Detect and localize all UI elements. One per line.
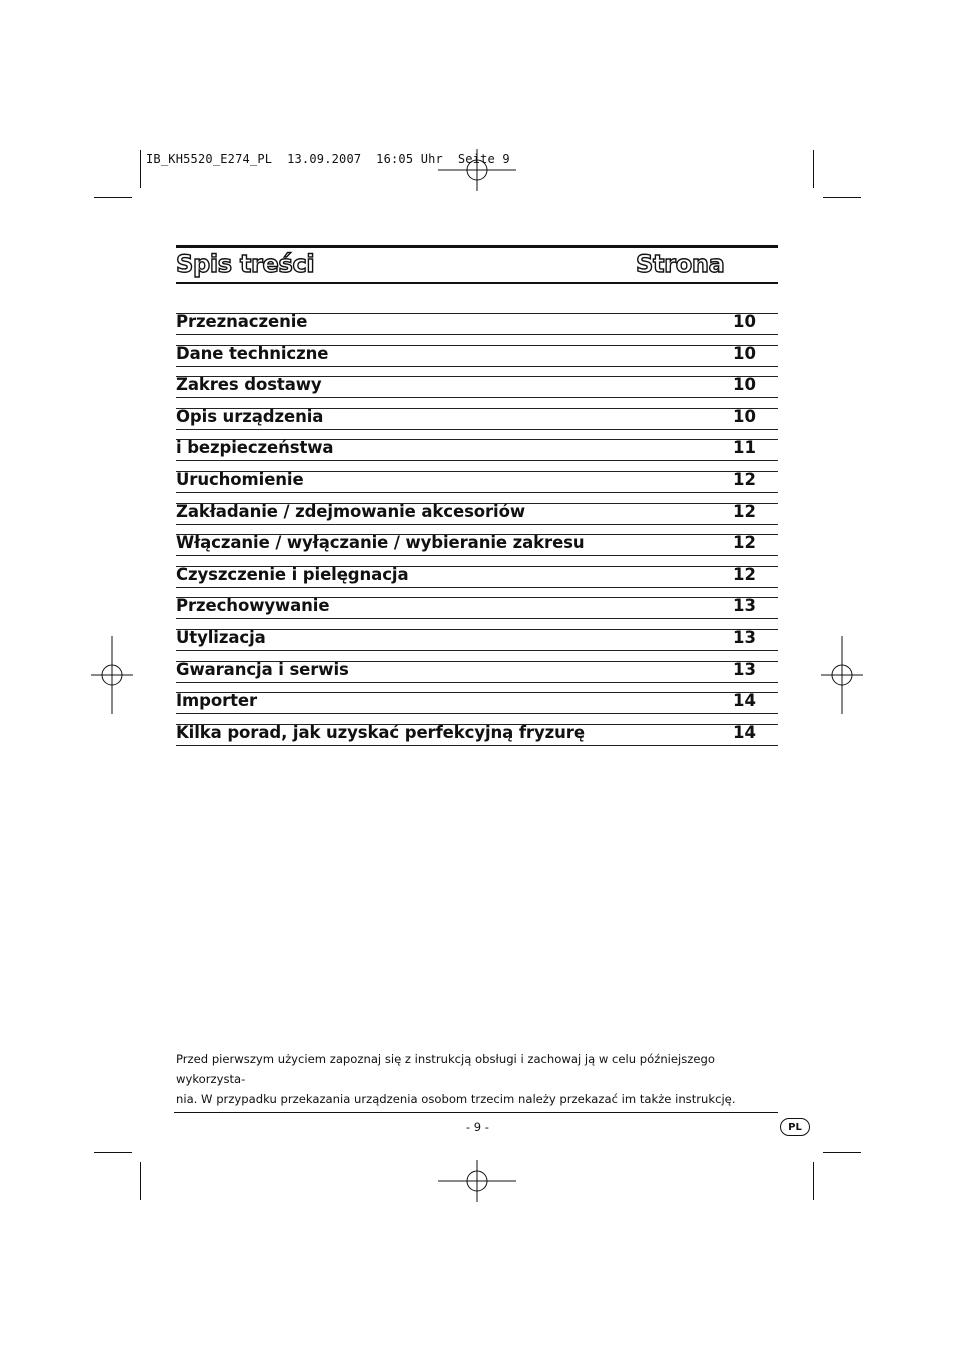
crop-mark-bottom-right-v	[813, 1162, 814, 1200]
toc-entry-label: Czyszczenie i pielęgnacja	[176, 564, 409, 584]
crop-mark-top-left-v	[140, 150, 141, 188]
toc-entry-label: Przeznaczenie	[176, 312, 308, 331]
toc-entry-label: Włączanie / wyłączanie / wybieranie zakresu	[176, 533, 585, 553]
toc-entry-label: Uruchomienie	[176, 470, 304, 489]
toc-entry	[176, 724, 778, 746]
toc-entry	[176, 661, 778, 683]
crop-mark-bottom-right-h	[823, 1152, 861, 1153]
crop-mark-top-left-h	[94, 197, 132, 198]
registration-mark-bottom	[438, 1142, 516, 1220]
registration-mark-top	[438, 131, 516, 209]
toc-entry	[176, 313, 778, 335]
toc-header	[176, 245, 778, 284]
print-slug: IB_KH5520_E274_PL 13.09.2007 16:05 Uhr Seite 9	[146, 152, 510, 166]
toc-entry	[176, 597, 778, 619]
toc-entry-page: 10	[733, 375, 756, 395]
toc-entry	[176, 534, 778, 556]
toc-entry-page: 14	[733, 691, 756, 711]
usage-note	[176, 1049, 778, 1109]
crop-mark-top-right-v	[813, 150, 814, 188]
toc-entry-page: 10	[733, 343, 756, 363]
toc-entry-label: i bezpieczeństwa	[176, 438, 334, 458]
toc-entry	[176, 376, 778, 398]
page-number: - 9 -	[466, 1120, 489, 1134]
toc-entry-page: 13	[733, 596, 756, 616]
toc-entry-label: Zakładanie / zdejmowanie akcesoriów	[176, 501, 525, 521]
toc-entry-page: 12	[733, 501, 756, 521]
language-badge: PL	[780, 1118, 810, 1136]
toc-page-header: Strona	[636, 250, 725, 278]
toc-entry-label: Gwarancja i serwis	[176, 659, 349, 679]
toc-entry	[176, 566, 778, 588]
toc-entry-page: 12	[733, 533, 756, 553]
toc-entry	[176, 692, 778, 714]
toc-entry-label: Utylizacja	[176, 628, 266, 647]
crop-mark-bottom-left-h	[94, 1152, 132, 1153]
usage-note-line-2: nia. W przypadku przekazania urządzenia osobom trzecim należy przekazać im także instrukcję.	[176, 1092, 736, 1106]
footer-rule	[174, 1112, 778, 1113]
toc-entry	[176, 439, 778, 461]
toc-entry-page: 12	[733, 470, 756, 489]
toc-entry-page: 13	[733, 659, 756, 679]
toc-entry	[176, 503, 778, 525]
toc-entry-page: 14	[733, 722, 756, 742]
toc-entry-label: Opis urządzenia	[176, 406, 324, 426]
registration-mark-right	[803, 636, 881, 714]
toc-entry	[176, 408, 778, 430]
registration-mark-left	[73, 636, 151, 714]
toc-entry	[176, 471, 778, 493]
toc-entry-label: Kilka porad, jak uzyskać perfekcyjną fryzurę	[176, 722, 585, 742]
usage-note-line-1: Przed pierwszym użyciem zapoznaj się z instrukcją obsługi i zachowaj ją w celu późniejszego wykorzysta-	[176, 1052, 715, 1086]
toc-title: Spis treści	[176, 250, 315, 278]
toc-entry	[176, 629, 778, 651]
table-of-contents	[176, 245, 778, 742]
toc-entry-label: Przechowywanie	[176, 596, 330, 616]
crop-mark-top-right-h	[823, 197, 861, 198]
toc-entry	[176, 345, 778, 367]
toc-entry-label: Dane techniczne	[176, 343, 329, 363]
toc-entry-page: 12	[733, 564, 756, 584]
toc-entry-page: 10	[733, 406, 756, 426]
toc-entry-page: 10	[733, 312, 756, 331]
toc-entry-page: 13	[733, 628, 756, 647]
toc-entry-label: Importer	[176, 691, 258, 711]
toc-entry-label: Zakres dostawy	[176, 375, 322, 395]
crop-mark-bottom-left-v	[140, 1162, 141, 1200]
toc-entry-page: 11	[733, 438, 756, 458]
